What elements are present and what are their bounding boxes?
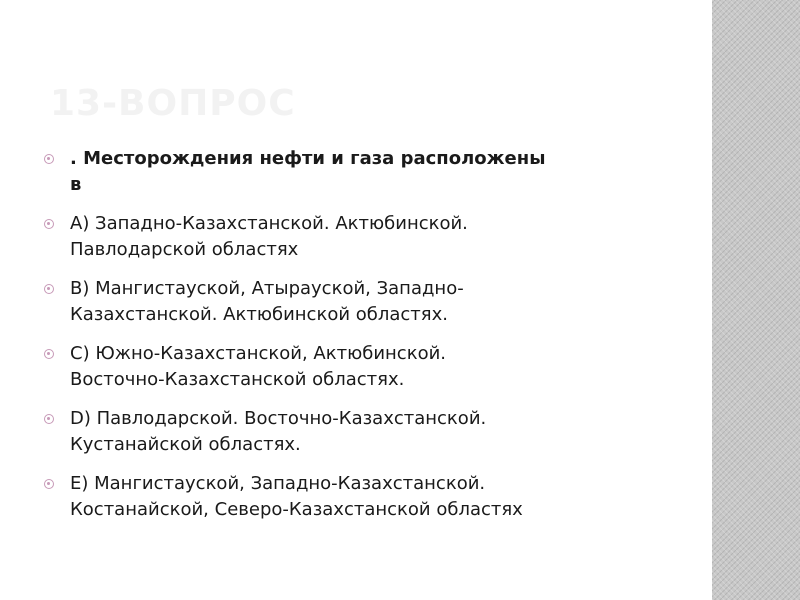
answer-option-d [44, 406, 684, 458]
answer-d-line-1: D) Павлодарской. Восточно-Казахстанской. [70, 408, 487, 429]
answer-d-line-2: Кустанайской областях. [70, 434, 301, 455]
answer-c-line-2: Восточно-Казахстанской областях. [70, 369, 405, 390]
answer-option-a [44, 211, 684, 263]
slide-title: 13-ВОПРОС [50, 83, 296, 124]
answer-e-line-1: E) Мангистауской, Западно-Казахстанской. [70, 473, 486, 494]
circle-bullet-icon [44, 349, 54, 359]
answer-a-line-2: Павлодарской областях [70, 239, 299, 260]
question-line-2: в [70, 174, 82, 195]
answer-a-line-1: А) Западно-Казахстанской. Актюбинской. [70, 213, 468, 234]
circle-bullet-icon [44, 284, 54, 294]
answer-option-e [44, 471, 684, 523]
answer-option-c [44, 341, 684, 393]
circle-bullet-icon [44, 154, 54, 164]
question-bullet-list [44, 146, 684, 536]
answer-option-b [44, 276, 684, 328]
answer-e-line-2: Костанайской, Северо-Казахстанской областях [70, 499, 523, 520]
circle-bullet-icon [44, 479, 54, 489]
question-text [44, 146, 684, 198]
circle-bullet-icon [44, 219, 54, 229]
circle-bullet-icon [44, 414, 54, 424]
answer-c-line-1: С) Южно-Казахстанской, Актюбинской. [70, 343, 446, 364]
side-texture-band [712, 0, 800, 600]
answer-b-line-1: В) Мангистауской, Атырауской, Западно- [70, 278, 464, 299]
question-line-1: . Месторождения нефти и газа расположены [70, 148, 546, 169]
answer-b-line-2: Казахстанской. Актюбинской областях. [70, 304, 448, 325]
